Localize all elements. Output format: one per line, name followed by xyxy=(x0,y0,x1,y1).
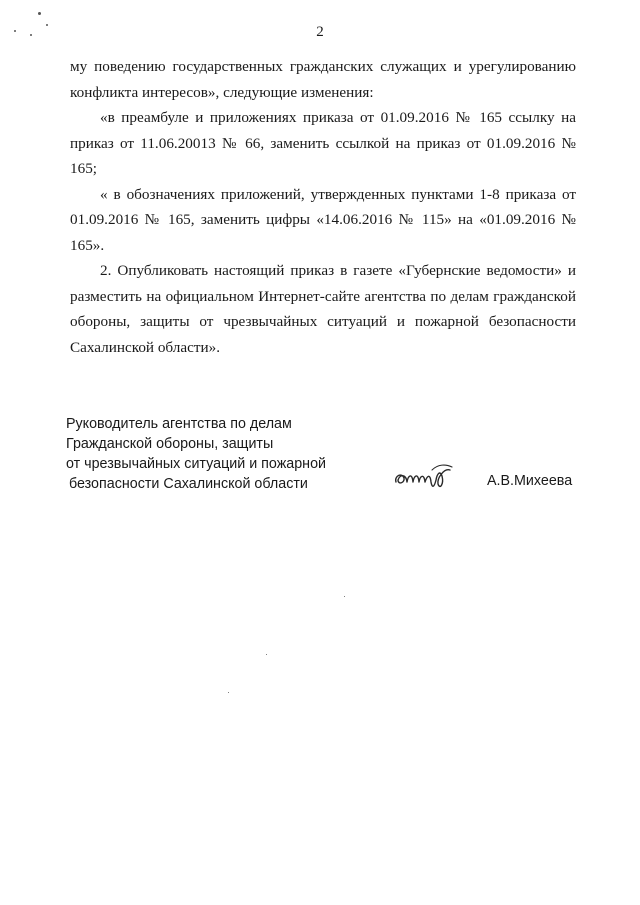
paragraph-publication: 2. Опубликовать настоящий приказ в газете «Губернские ведомости» и разместить на официальном Интернет-сайте агентства по делам гражданской обороны, защиты от чрезвычайных ситуаций и пожарной безопасности Сахалинской области». xyxy=(70,262,576,356)
page-number: 2 xyxy=(316,24,324,40)
signature-position-line: Руководитель агентства по делам xyxy=(66,416,292,432)
signature-position-line: безопасности Сахалинской области xyxy=(69,476,308,492)
paragraph-amendment-designations: « в обозначениях приложений, утвержденных пунктами 1-8 приказа от 01.09.2016 № 165, заменить цифры «14.06.2016 № 115» на «01.09.2016 № 165». xyxy=(70,185,576,254)
scan-speck xyxy=(266,654,267,655)
scan-speck xyxy=(228,692,229,693)
paragraph-amendment-preamble: «в преамбуле и приложениях приказа от 01.09.2016 № 165 ссылку на приказ от 11.06.20013 № 66, заменить ссылкой на приказ от 01.09.2016 № 165; xyxy=(70,109,576,177)
scan-speck xyxy=(38,12,41,15)
handwritten-signature xyxy=(392,458,462,492)
signature-position-line: от чрезвычайных ситуаций и пожарной xyxy=(66,456,327,472)
scan-speck xyxy=(30,34,32,36)
paragraph-continuation: му поведению государственных гражданских служащих и урегулированию конфликта интересов», следующие изменения: xyxy=(70,58,576,101)
signature-position xyxy=(66,414,326,494)
scan-speck xyxy=(14,30,16,32)
scan-speck xyxy=(344,596,345,597)
signature-position-line: Гражданской обороны, защиты xyxy=(66,436,274,452)
scan-speck xyxy=(46,24,48,26)
signer-name: А.В.Михеева xyxy=(487,473,573,489)
document-body xyxy=(70,54,576,360)
